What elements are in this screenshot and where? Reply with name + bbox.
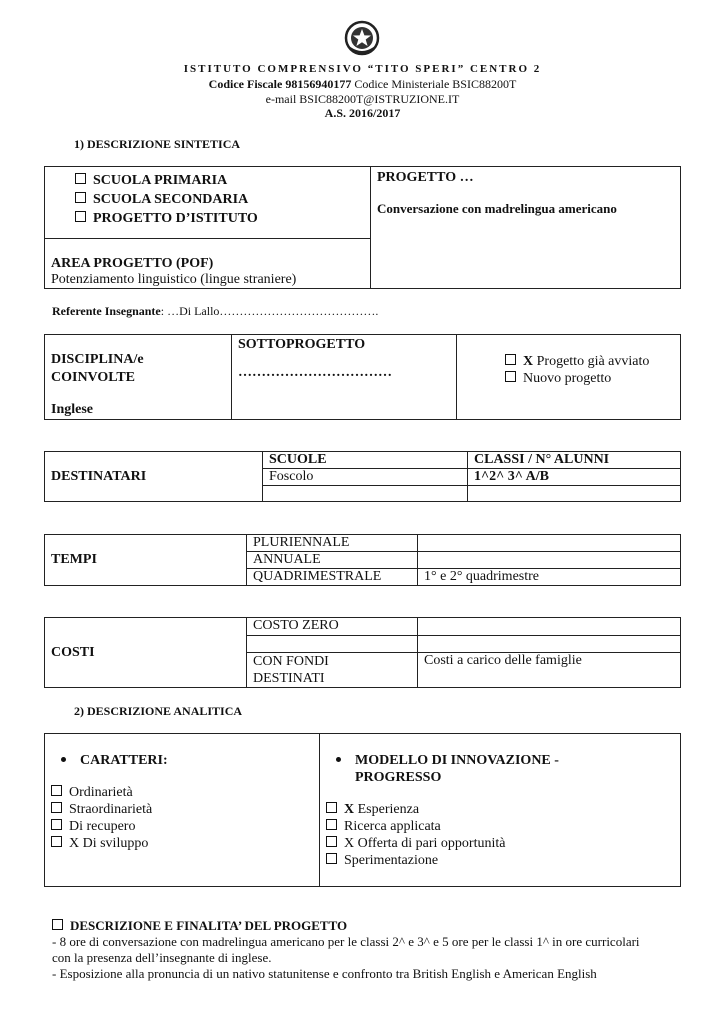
republic-emblem-icon — [344, 20, 380, 56]
coinvolte-label: COINVOLTE — [51, 370, 136, 385]
option-primaria: SCUOLA PRIMARIA — [51, 171, 364, 190]
disciplina-label: DISCIPLINA/e — [51, 352, 144, 367]
classes-value: 1^2^ 3^ A/B — [468, 469, 681, 486]
school-options-cell — [45, 167, 371, 239]
disciplina-cell — [45, 335, 232, 420]
classi-header: CLASSI / N° ALUNNI — [468, 452, 681, 469]
ministerial-code: Codice Ministeriale BSIC88200T — [354, 77, 517, 91]
synthetic-description-table — [44, 166, 681, 289]
referente-line — [52, 304, 378, 319]
destinati: DESTINATI — [253, 671, 325, 686]
checkbox-icon[interactable] — [51, 836, 62, 847]
tempi-label: TEMPI — [45, 535, 247, 586]
modello-item: X Offerta di pari opportunità — [326, 835, 674, 852]
referente-label: Referente Insegnante — [52, 304, 161, 318]
checkbox-icon[interactable] — [52, 919, 63, 930]
tempi-row-name: PLURIENNALE — [247, 535, 418, 552]
area-value: Potenziamento linguistico (lingue straniere) — [51, 272, 297, 287]
tempi-row-value: 1° e 2° quadrimestre — [418, 569, 681, 586]
tempi-row-value — [418, 552, 681, 569]
con-fondi: CON FONDI — [253, 654, 329, 669]
modello-title-2: PROGRESSO — [355, 770, 442, 785]
project-name: Conversazione con madrelingua americano — [377, 201, 617, 216]
school-value: Foscolo — [263, 469, 468, 486]
caratteri-item: Di recupero — [51, 818, 313, 835]
checkbox-icon[interactable] — [51, 802, 62, 813]
destinatari-table — [44, 451, 681, 502]
tempi-row-value — [418, 535, 681, 552]
caratteri-item: X Di sviluppo — [51, 835, 313, 852]
costi-value: Costi a carico delle famiglie — [418, 653, 681, 688]
checkbox-icon[interactable] — [505, 354, 516, 365]
sottoprogetto-cell — [232, 335, 457, 420]
finalita-section — [52, 918, 692, 982]
finalita-line: - 8 ore di conversazione con madrelingua americano per le classi 2^ e 3^ e 5 ore per le classi 1^ in ore curricolari — [52, 934, 640, 949]
tempi-table — [44, 534, 681, 586]
checkbox-icon[interactable] — [75, 192, 86, 203]
costi-label: COSTI — [45, 618, 247, 688]
email-line: e-mail BSIC88200T@ISTRUZIONE.IT — [265, 92, 460, 106]
option-istituto: PROGETTO D’ISTITUTO — [51, 209, 364, 228]
costi-table — [44, 617, 681, 688]
area-cell — [45, 239, 371, 289]
school-year: A.S. 2016/2017 — [324, 106, 401, 120]
status-nuovo: Nuovo progetto — [505, 370, 674, 387]
referente-value: : …Di Lallo…………………………………. — [160, 304, 379, 318]
modello-item: Ricerca applicata — [326, 818, 674, 835]
bullet-icon — [336, 757, 341, 762]
empty-cell — [263, 486, 468, 502]
finalita-line: con la presenza dell’insegnante di inglese. — [52, 950, 272, 965]
checkbox-icon[interactable] — [326, 836, 337, 847]
checkbox-icon[interactable] — [326, 819, 337, 830]
checkbox-icon[interactable] — [326, 802, 337, 813]
modello-title: MODELLO DI INNOVAZIONE - — [326, 752, 674, 769]
con-fondi-cell — [247, 653, 418, 688]
checkbox-icon[interactable] — [505, 371, 516, 382]
modello-item: Sperimentazione — [326, 852, 674, 869]
bullet-icon — [61, 757, 66, 762]
sottoprogetto-value: …………………………… — [238, 365, 392, 380]
caratteri-item: Straordinarietà — [51, 801, 313, 818]
destinatari-label: DESTINATARI — [45, 452, 263, 502]
section1-title-text: 1) DESCRIZIONE SINTETICA — [74, 137, 241, 151]
tempi-row-name: ANNUALE — [247, 552, 418, 569]
fiscal-code: Codice Fiscale 98156940177 — [208, 77, 352, 91]
status-avviato: X Progetto già avviato — [505, 353, 674, 370]
checkbox-icon[interactable] — [51, 819, 62, 830]
institute-name: ISTITUTO COMPRENSIVO “TITO SPERI” CENTRO 2 — [183, 63, 542, 75]
subject: Inglese — [51, 402, 93, 417]
option-secondaria: SCUOLA SECONDARIA — [51, 190, 364, 209]
scuole-header: SCUOLE — [263, 452, 468, 469]
finalita-title: DESCRIZIONE E FINALITA’ DEL PROGETTO — [52, 918, 692, 934]
caratteri-cell — [45, 734, 320, 887]
codes-line — [0, 77, 725, 92]
analytic-description-table — [44, 733, 681, 887]
caratteri-title: CARATTERI: — [51, 752, 313, 769]
project-cell — [371, 167, 681, 289]
sottoprogetto-label: SOTTOPROGETTO — [238, 337, 366, 352]
status-cell — [457, 335, 681, 420]
checkbox-icon[interactable] — [75, 173, 86, 184]
checkbox-icon[interactable] — [326, 853, 337, 864]
area-label: AREA PROGETTO (POF) — [51, 256, 214, 271]
disciplina-table — [44, 334, 681, 420]
empty-cell — [247, 636, 418, 653]
finalita-line: - Esposizione alla pronuncia di un nativo statunitense e confronto tra British English e American English — [52, 966, 597, 981]
empty-cell — [468, 486, 681, 502]
modello-cell — [320, 734, 681, 887]
empty-cell — [418, 618, 681, 636]
empty-cell — [418, 636, 681, 653]
modello-item: X Esperienza — [326, 801, 674, 818]
section1-title — [74, 137, 240, 152]
section2-title-text: 2) DESCRIZIONE ANALITICA — [74, 704, 243, 718]
section2-title — [74, 704, 242, 719]
tempi-row-name: QUADRIMESTRALE — [247, 569, 418, 586]
project-label: PROGETTO … — [377, 170, 474, 185]
costo-zero: COSTO ZERO — [247, 618, 418, 636]
checkbox-icon[interactable] — [51, 785, 62, 796]
checkbox-icon[interactable] — [75, 211, 86, 222]
caratteri-item: Ordinarietà — [51, 784, 313, 801]
